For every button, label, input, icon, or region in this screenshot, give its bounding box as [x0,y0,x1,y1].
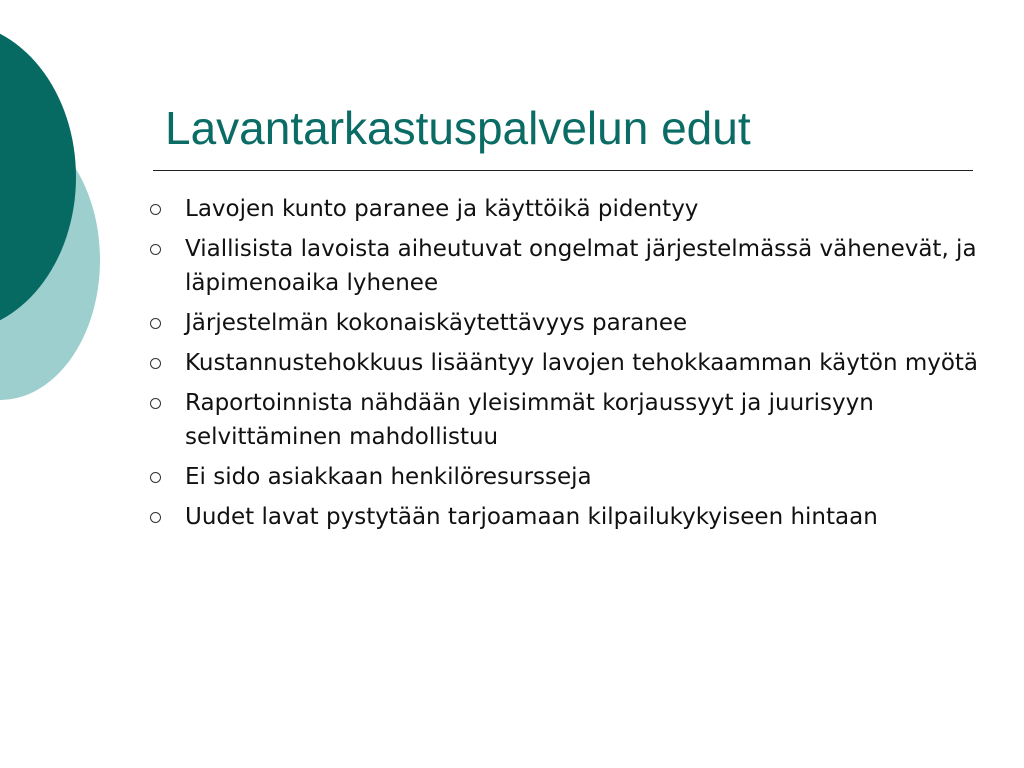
bullet-item [148,232,988,300]
bullet-item [148,386,988,454]
hollow-circle-icon [150,204,161,215]
hollow-circle-icon [150,244,161,255]
bullet-list [148,192,988,540]
hollow-circle-icon [150,512,161,523]
bullet-text: Raportoinnista nähdään yleisimmät korjaussyyt ja juurisyyn selvittäminen mahdollistuu [185,390,874,450]
bullet-text: Viallisista lavoista aiheutuvat ongelmat järjestelmässä vähenevät, ja läpimenoaika lyhenee [185,236,977,296]
hollow-circle-icon [150,398,161,409]
hollow-circle-icon [150,472,161,483]
bullet-item [148,500,988,534]
bullet-text: Ei sido asiakkaan henkilöresursseja [185,464,592,490]
bullet-item [148,192,988,226]
bullet-item [148,460,988,494]
bullet-text: Järjestelmän kokonaiskäytettävyys paranee [185,310,688,336]
bullet-text: Uudet lavat pystytään tarjoamaan kilpailukykyiseen hintaan [185,504,878,530]
bullet-text: Kustannustehokkuus lisääntyy lavojen tehokkaamman käytön myötä [185,350,979,376]
slide-title: Lavantarkastuspalvelun edut [165,102,751,154]
hollow-circle-icon [150,318,161,329]
title-divider [153,170,973,171]
bullet-text: Lavojen kunto paranee ja käyttöikä pidentyy [185,196,699,222]
bullet-item [148,346,988,380]
bullet-item [148,306,988,340]
hollow-circle-icon [150,358,161,369]
